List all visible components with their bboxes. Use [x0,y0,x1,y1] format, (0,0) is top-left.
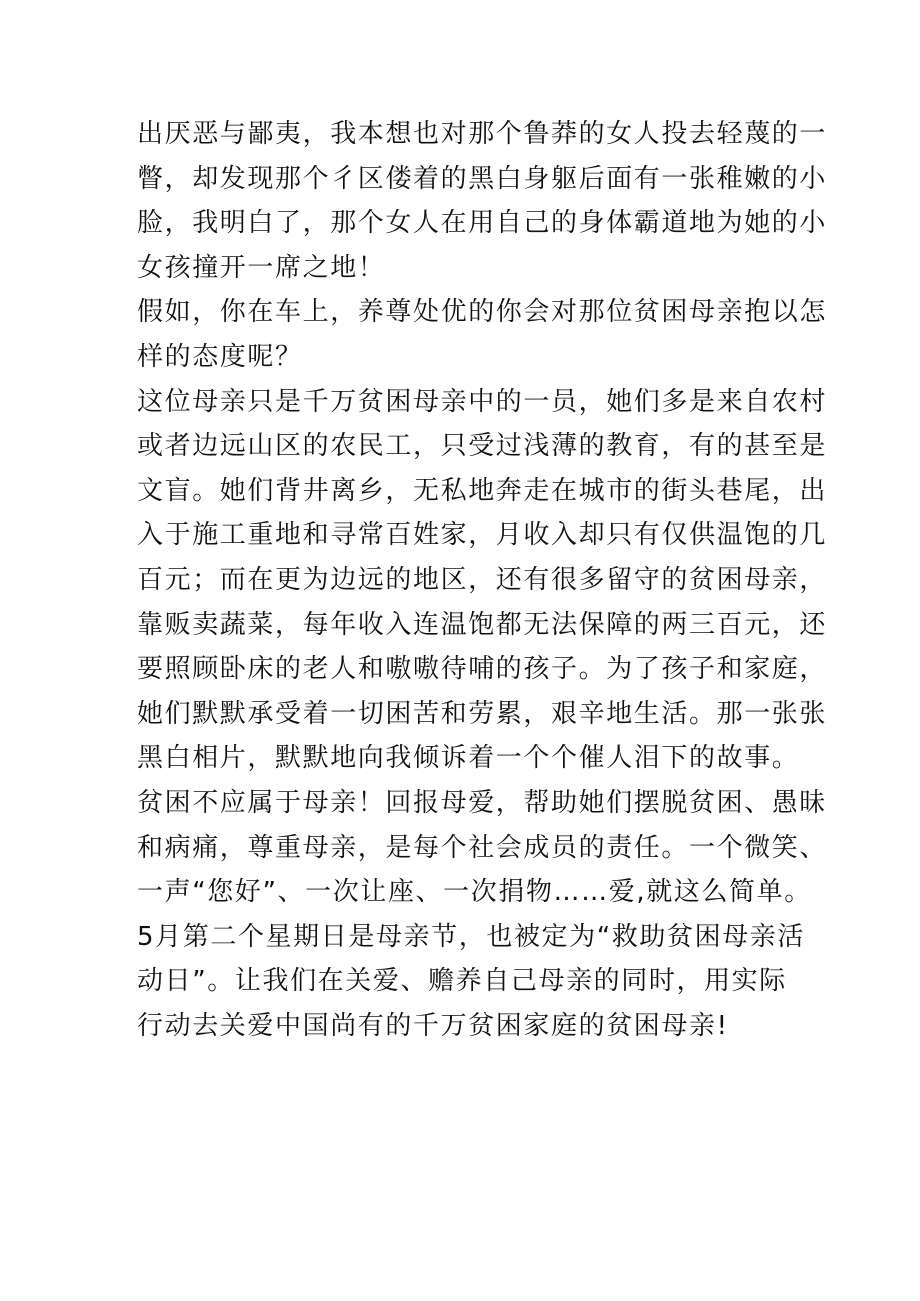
text-line: 文盲。她们背井离乡，无私地奔走在城市的街头巷尾，出 [137,475,828,506]
text-line: 出厌恶与鄙夷，我本想也对那个鲁莽的女人投去轻蔑的一 [137,119,828,149]
body-text [137,112,827,1048]
text-line: 百元；而在更为边远的地区，还有很多留守的贫困母亲， [137,564,828,595]
text-line: 脸，我明白了，那个女人在用自己的身体霸道地为她的小 [137,208,828,239]
text-line: 一声“您好”、一次让座、一次捐物……爱,就这么简单。 [137,877,812,908]
text-line: 和病痛，尊重母亲，是每个社会成员的责任。一个微笑、 [137,832,828,863]
text-line: 假如，你在车上，养尊处优的你会对那位贫困母亲抱以怎 [137,297,828,328]
text-line: 样的态度呢？ [137,341,303,372]
text-line: 瞥，却发现那个彳区偻着的黑白身躯后面有一张稚嫩的小 [137,163,828,194]
text-line: 贫困不应属于母亲！回报母爱，帮助她们摆脱贫困、愚昧 [137,787,828,818]
text-line: 靠贩卖蔬菜，每年收入连温饱都无法保障的两三百元，还 [137,609,828,640]
text-line: 动日”。让我们在关爱、赡养自己母亲的同时，用实际 [137,966,787,997]
text-line: 或者边远山区的农民工，只受过浅薄的教育，有的甚至是 [137,431,828,462]
text-line: 她们默默承受着一切困苦和劳累，艰辛地生活。那一张张 [137,698,828,729]
text-line: 行动去关爱中国尚有的千万贫困家庭的贫困母亲! [137,1010,729,1041]
text-line: 要照顾卧床的老人和嗷嗷待哺的孩子。为了孩子和家庭， [137,654,828,685]
text-line: 入于施工重地和寻常百姓家，月收入却只有仅供温饱的几 [137,520,828,551]
text-line: 5月第二个星期日是母亲节，也被定为“救助贫困母亲活 [137,921,806,952]
text-line: 这位母亲只是千万贫困母亲中的一员，她们多是来自农村 [137,386,828,417]
text-line: 黑白相片，默默地向我倾诉着一个个催人泪下的故事。 [137,743,800,774]
text-line: 女孩撞开一席之地！ [137,252,386,283]
